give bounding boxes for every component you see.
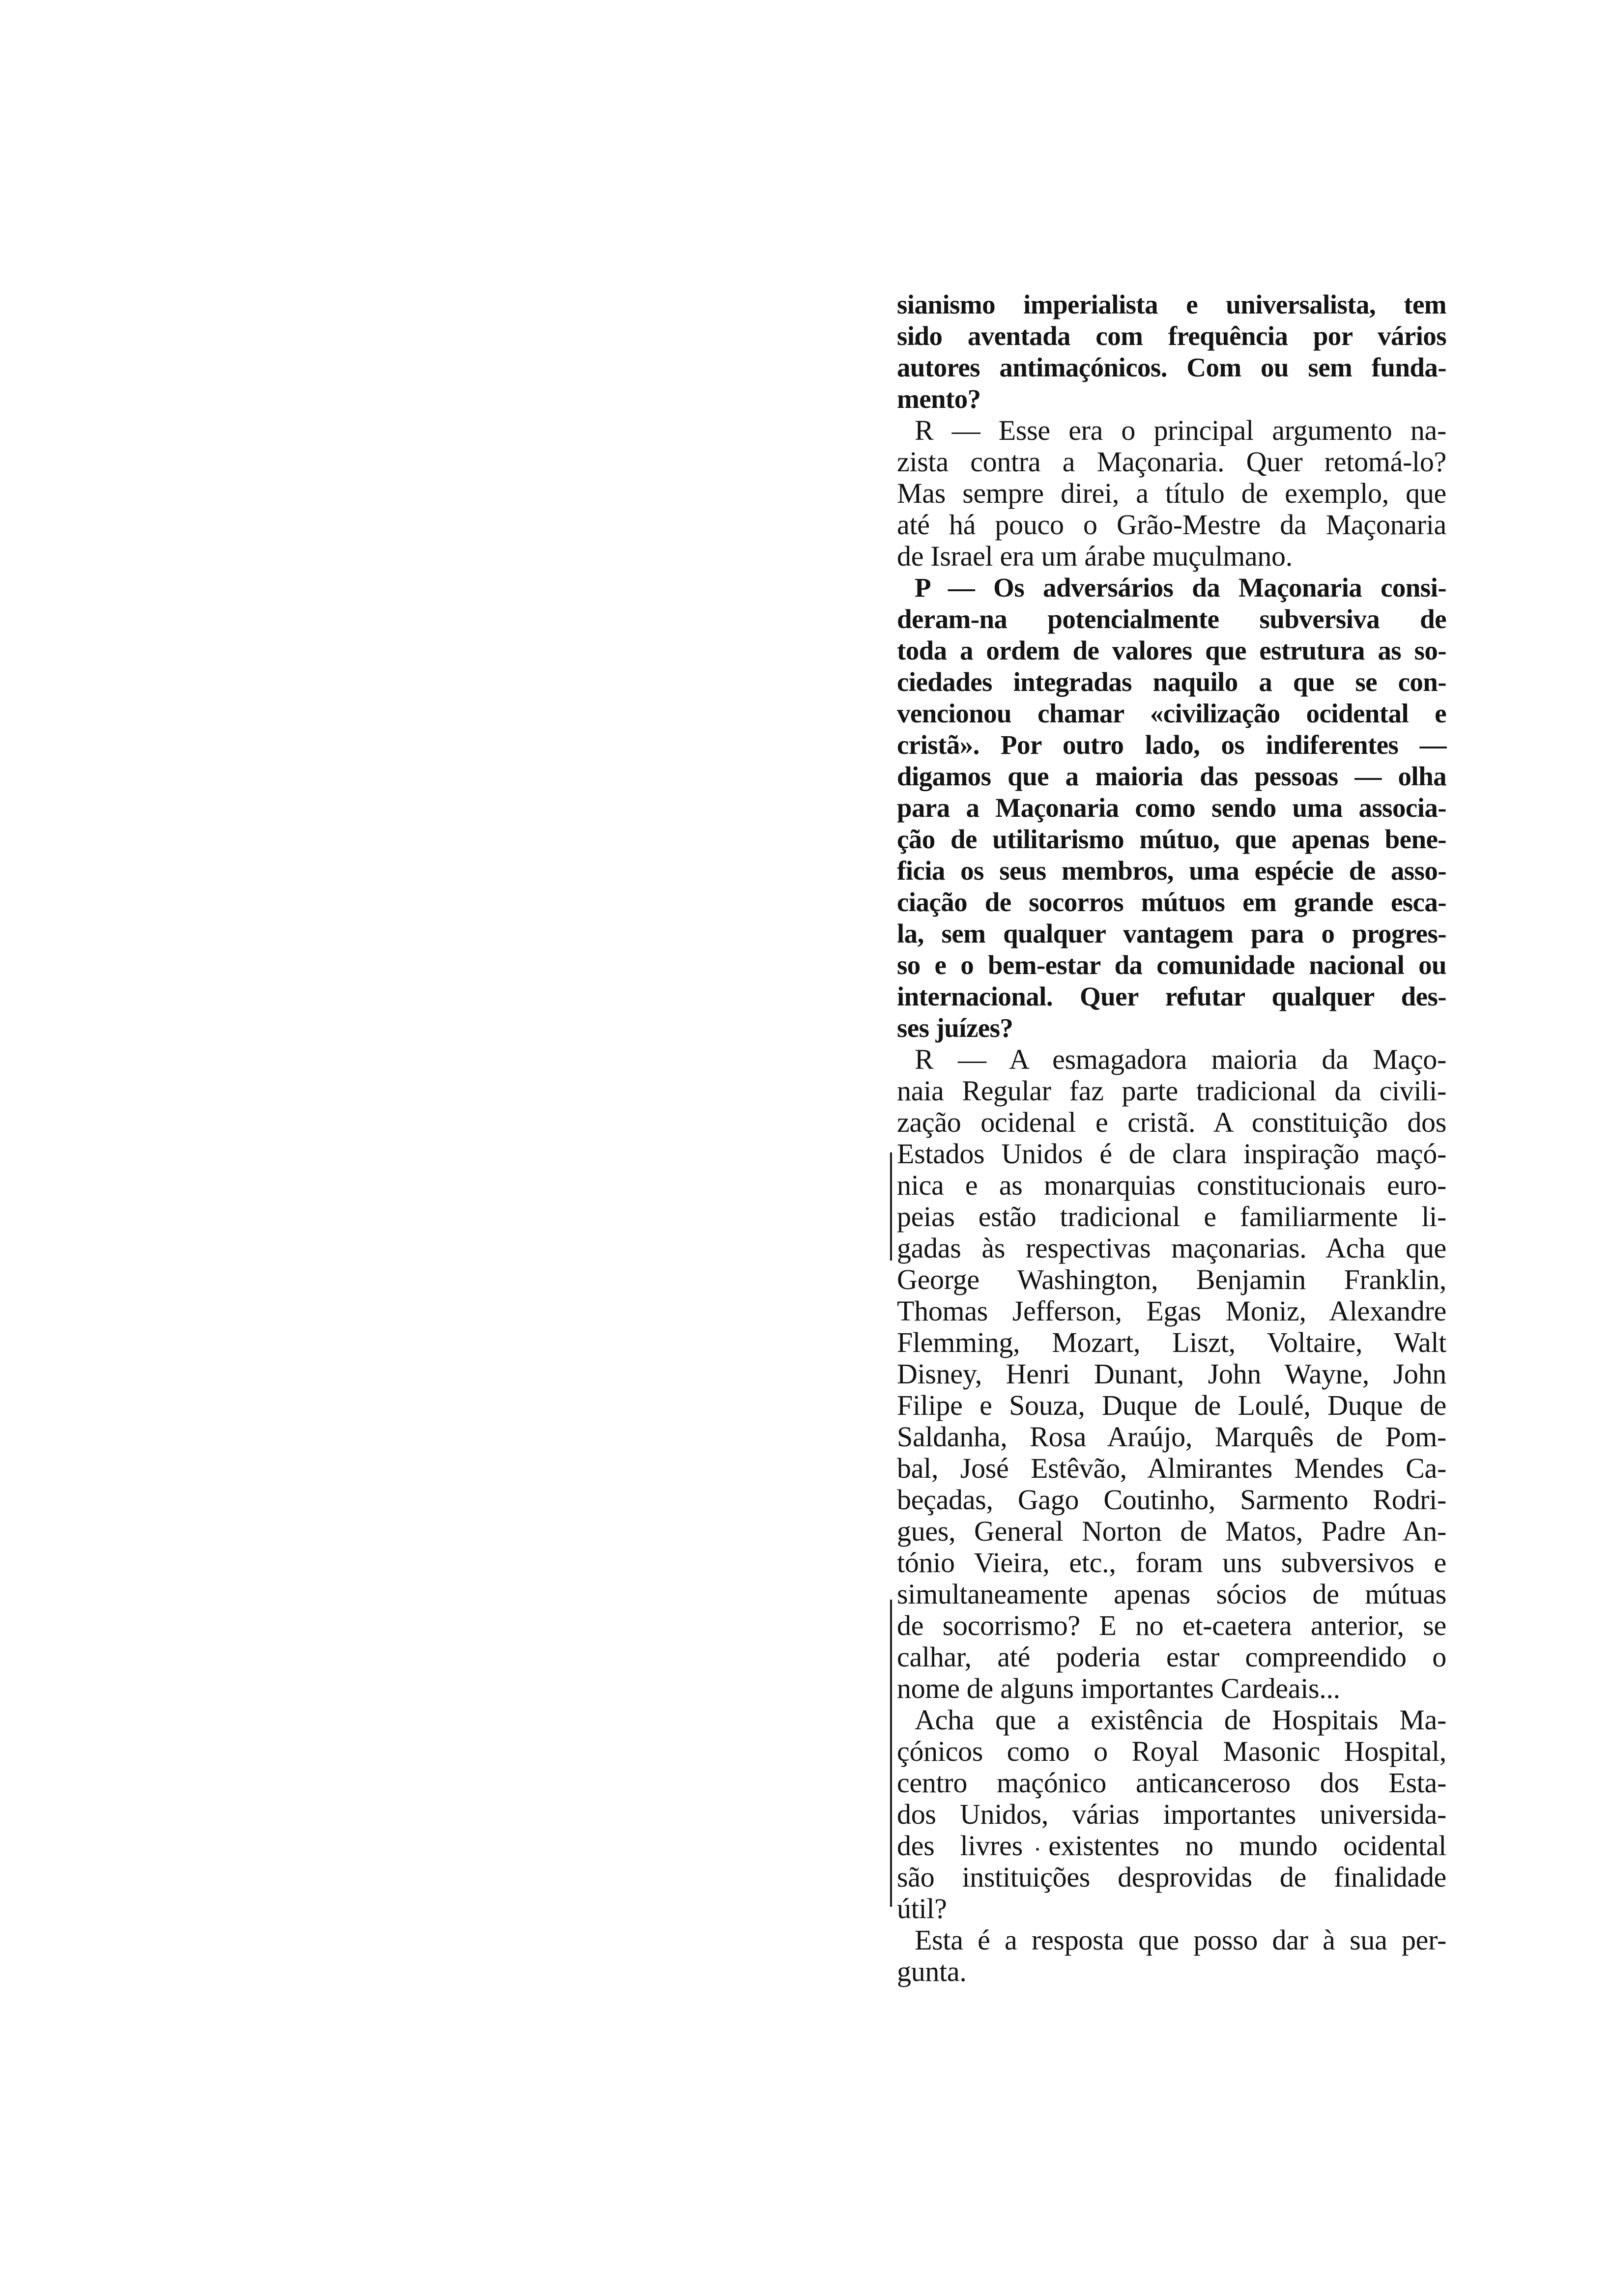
text-line: George Washington, Benjamin Franklin, bbox=[897, 1263, 1446, 1295]
text-line: peias estão tradicional e familiarmente li- bbox=[897, 1201, 1446, 1233]
text-line: ficia os seus membros, uma espécie de asso- bbox=[897, 856, 1446, 886]
text-line: ses juízes? bbox=[897, 1013, 1013, 1043]
text-line: centro maçónico anticanceroso dos Esta- bbox=[897, 1767, 1446, 1799]
text-line: cristã». Por outro lado, os indiferentes — bbox=[897, 730, 1446, 760]
text-line: Mas sempre direi, a título de exemplo, que bbox=[897, 477, 1446, 509]
text-line: autores antimaçónicos. Com ou sem funda- bbox=[897, 352, 1446, 382]
text-line: ção de utilitarismo mútuo, que apenas bene- bbox=[897, 824, 1446, 854]
text-line: beçadas, Gago Coutinho, Sarmento Rodri- bbox=[897, 1484, 1446, 1516]
text-line: Saldanha, Rosa Araújo, Marquês de Pom- bbox=[897, 1421, 1446, 1453]
text-line: calhar, até poderia estar compreendido o bbox=[897, 1641, 1446, 1673]
text-line: Estados Unidos é de clara inspiração maçó- bbox=[897, 1138, 1446, 1170]
text-line: internacional. Quer refutar qualquer des- bbox=[897, 981, 1446, 1011]
text-line: so e o bem-estar da comunidade nacional ou bbox=[897, 950, 1446, 980]
text-line: para a Maçonaria como sendo uma associa- bbox=[897, 793, 1446, 823]
text-line: R — A esmagadora maioria da Maço- bbox=[915, 1043, 1446, 1075]
text-line: de socorrismo? E no et-caetera anterior, se bbox=[897, 1609, 1446, 1641]
text-line: naia Regular faz parte tradicional da civili- bbox=[897, 1075, 1446, 1107]
text-line: gadas às respectivas maçonarias. Acha que bbox=[897, 1232, 1446, 1264]
text-line: tónio Vieira, etc., foram uns subversivos e bbox=[897, 1547, 1446, 1578]
text-line: çónicos como o Royal Masonic Hospital, bbox=[897, 1735, 1446, 1767]
text-line: Flemming, Mozart, Liszt, Voltaire, Walt bbox=[897, 1326, 1446, 1358]
text-line: até há pouco o Grão-Mestre da Maçonaria bbox=[897, 509, 1446, 541]
text-line: ciação de socorros mútuos em grande esca- bbox=[897, 887, 1446, 917]
text-line: P — Os adversários da Maçonaria consi- bbox=[915, 573, 1446, 603]
text-line: nica e as monarquias constitucionais euro- bbox=[897, 1169, 1446, 1201]
text-line: des livres existentes no mundo ocidental bbox=[897, 1830, 1446, 1862]
margin-rule-mark bbox=[890, 1600, 892, 1907]
text-line: sido aventada com frequência por vários bbox=[897, 321, 1446, 351]
text-line: Disney, Henri Dunant, John Wayne, John bbox=[897, 1358, 1446, 1390]
text-line: gunta. bbox=[897, 1955, 967, 1987]
text-line: la, sem qualquer vantagem para o progres- bbox=[897, 918, 1446, 948]
text-line: útil? bbox=[897, 1893, 947, 1924]
text-line: digamos que a maioria das pessoas — olha bbox=[897, 761, 1446, 791]
text-line: Esta é a resposta que posso dar à sua per- bbox=[915, 1924, 1446, 1956]
text-line: Acha que a existência de Hospitais Ma- bbox=[915, 1704, 1446, 1736]
text-line: R — Esse era o principal argumento na- bbox=[915, 414, 1446, 446]
text-line: sianismo imperialista e universalista, tem bbox=[897, 289, 1446, 319]
text-line: bal, José Estêvão, Almirantes Mendes Ca- bbox=[897, 1452, 1446, 1484]
text-line: Thomas Jefferson, Egas Moniz, Alexandre bbox=[897, 1295, 1446, 1327]
text-line: zista contra a Maçonaria. Quer retomá-lo? bbox=[897, 446, 1446, 478]
text-line: são instituições desprovidas de finalidade bbox=[897, 1861, 1446, 1893]
margin-rule-mark bbox=[890, 1152, 892, 1261]
text-line: Filipe e Souza, Duque de Loulé, Duque de bbox=[897, 1389, 1446, 1421]
text-line: simultaneamente apenas sócios de mútuas bbox=[897, 1578, 1446, 1610]
text-line: toda a ordem de valores que estrutura as so- bbox=[897, 635, 1446, 665]
text-line: dos Unidos, várias importantes universida- bbox=[897, 1798, 1446, 1830]
text-line: de Israel era um árabe muçulmano. bbox=[897, 540, 1293, 572]
text-line: gues, General Norton de Matos, Padre An- bbox=[897, 1515, 1446, 1547]
text-line: ciedades integradas naquilo a que se con- bbox=[897, 667, 1446, 697]
text-line: mento? bbox=[897, 384, 981, 414]
text-line: nome de alguns importantes Cardeais... bbox=[897, 1672, 1340, 1704]
text-line: zação ocidenal e cristã. A constituição dos bbox=[897, 1106, 1446, 1138]
article-text-column bbox=[897, 289, 1446, 1987]
text-line: deram-na potencialmente subversiva de bbox=[897, 604, 1446, 634]
text-line: vencionou chamar «civilização ocidental e bbox=[897, 698, 1446, 728]
